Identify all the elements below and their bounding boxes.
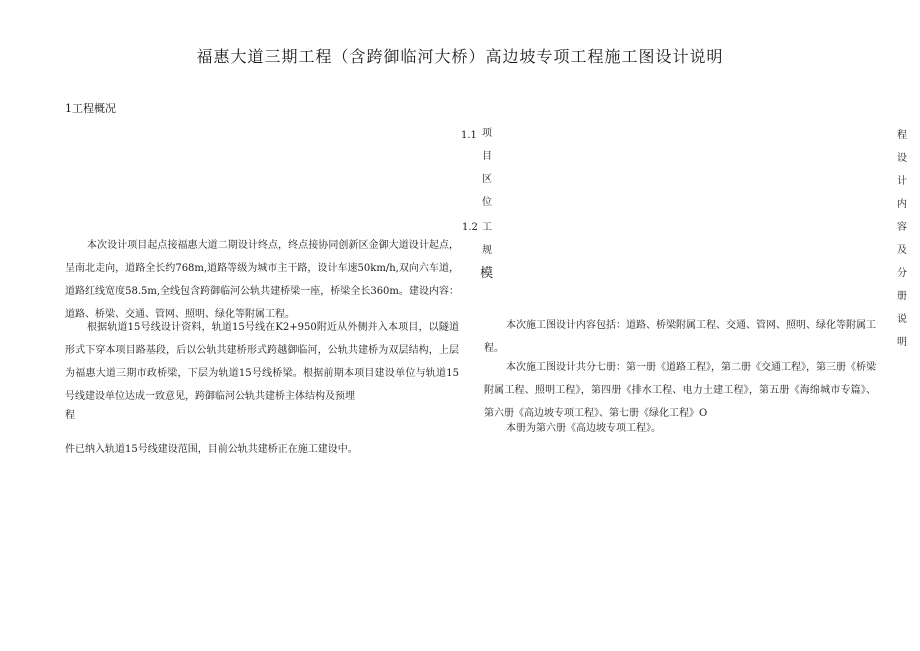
label-char: 区 <box>482 174 492 185</box>
label-char: 目 <box>482 151 492 162</box>
label-char: 规 <box>482 245 492 256</box>
right-paragraph-1: 本次施工图设计内容包括：道路、桥梁附属工程、交通、管网、照明、绿化等附属工程。 <box>484 320 876 354</box>
label-char: 位 <box>482 197 492 208</box>
right-paragraph-2: 本次施工图设计共分七册：第一册《道路工程》，第二册《交通工程》，第三册《桥梁附属工程、照明工程》，第四册《排水工程、电力土建工程》，第五册《海绵城市专篇》、第六册《高边坡专项工程》、第七册《绿化工程》O <box>484 362 876 419</box>
left-paragraph-1: 本次设计项目起点接福惠大道二期设计终点，终点接协同创新区金御大道设计起点，呈南北走向，道路全长约768m,道路等级为城市主干路，设计车速50km/h,双向六车道，道路红线宽度58.5m,全线包含跨御临河公轨共建桥梁一座，桥梁全长360m。建设内容：道路、桥梁、交通、管网、照明、绿化等附属工程。 <box>65 240 459 320</box>
left-paragraph-2: 根据轨道15号线设计资料，轨道15号线在K2+950附近从外侧并入本项目，以隧道形式下穿本项目路基段，后以公轨共建桥形式跨越御临河，公轨共建桥为双层结构，上层为福惠大道三期市政桥梁，下层为轨道15号线桥梁。根据前期本项目建设单位与轨道15号线建设单位达成一致意见，跨御临河公轨共建桥主体结构及预埋 <box>65 322 459 402</box>
subsection-1-2-large-char: 模 <box>480 266 494 281</box>
margin-char: 计 <box>897 176 907 187</box>
subsection-1-2-label <box>480 216 494 262</box>
margin-char: 内 <box>897 199 907 210</box>
subsection-1-1-label <box>480 122 494 214</box>
margin-char: 说 <box>897 314 907 325</box>
right-margin-vertical-text <box>895 124 909 354</box>
margin-char: 容 <box>897 222 907 233</box>
subsection-1-2-number: 1.2 <box>462 222 478 233</box>
subsection-1-1-number: 1.1 <box>461 130 477 141</box>
margin-char: 及 <box>897 245 907 256</box>
margin-char: 分 <box>897 268 907 279</box>
margin-char: 程 <box>897 130 907 141</box>
label-char: 项 <box>482 128 492 139</box>
margin-char: 册 <box>897 291 907 302</box>
document-title: 福惠大道三期工程（含跨御临河大桥）高边坡专项工程施工图设计说明 <box>196 47 724 66</box>
section-1-heading: 1工程概况 <box>65 102 116 115</box>
right-paragraph-3: 本册为第六册《高边坡专项工程》。 <box>506 423 661 434</box>
left-trailing-line: 件已纳入轨道15号线建设范围，目前公轨共建桥正在施工建设中。 <box>65 444 358 455</box>
margin-char: 明 <box>897 337 907 348</box>
label-char: 工 <box>482 222 492 233</box>
margin-char: 设 <box>897 153 907 164</box>
left-orphan-char: 程 <box>65 410 75 421</box>
